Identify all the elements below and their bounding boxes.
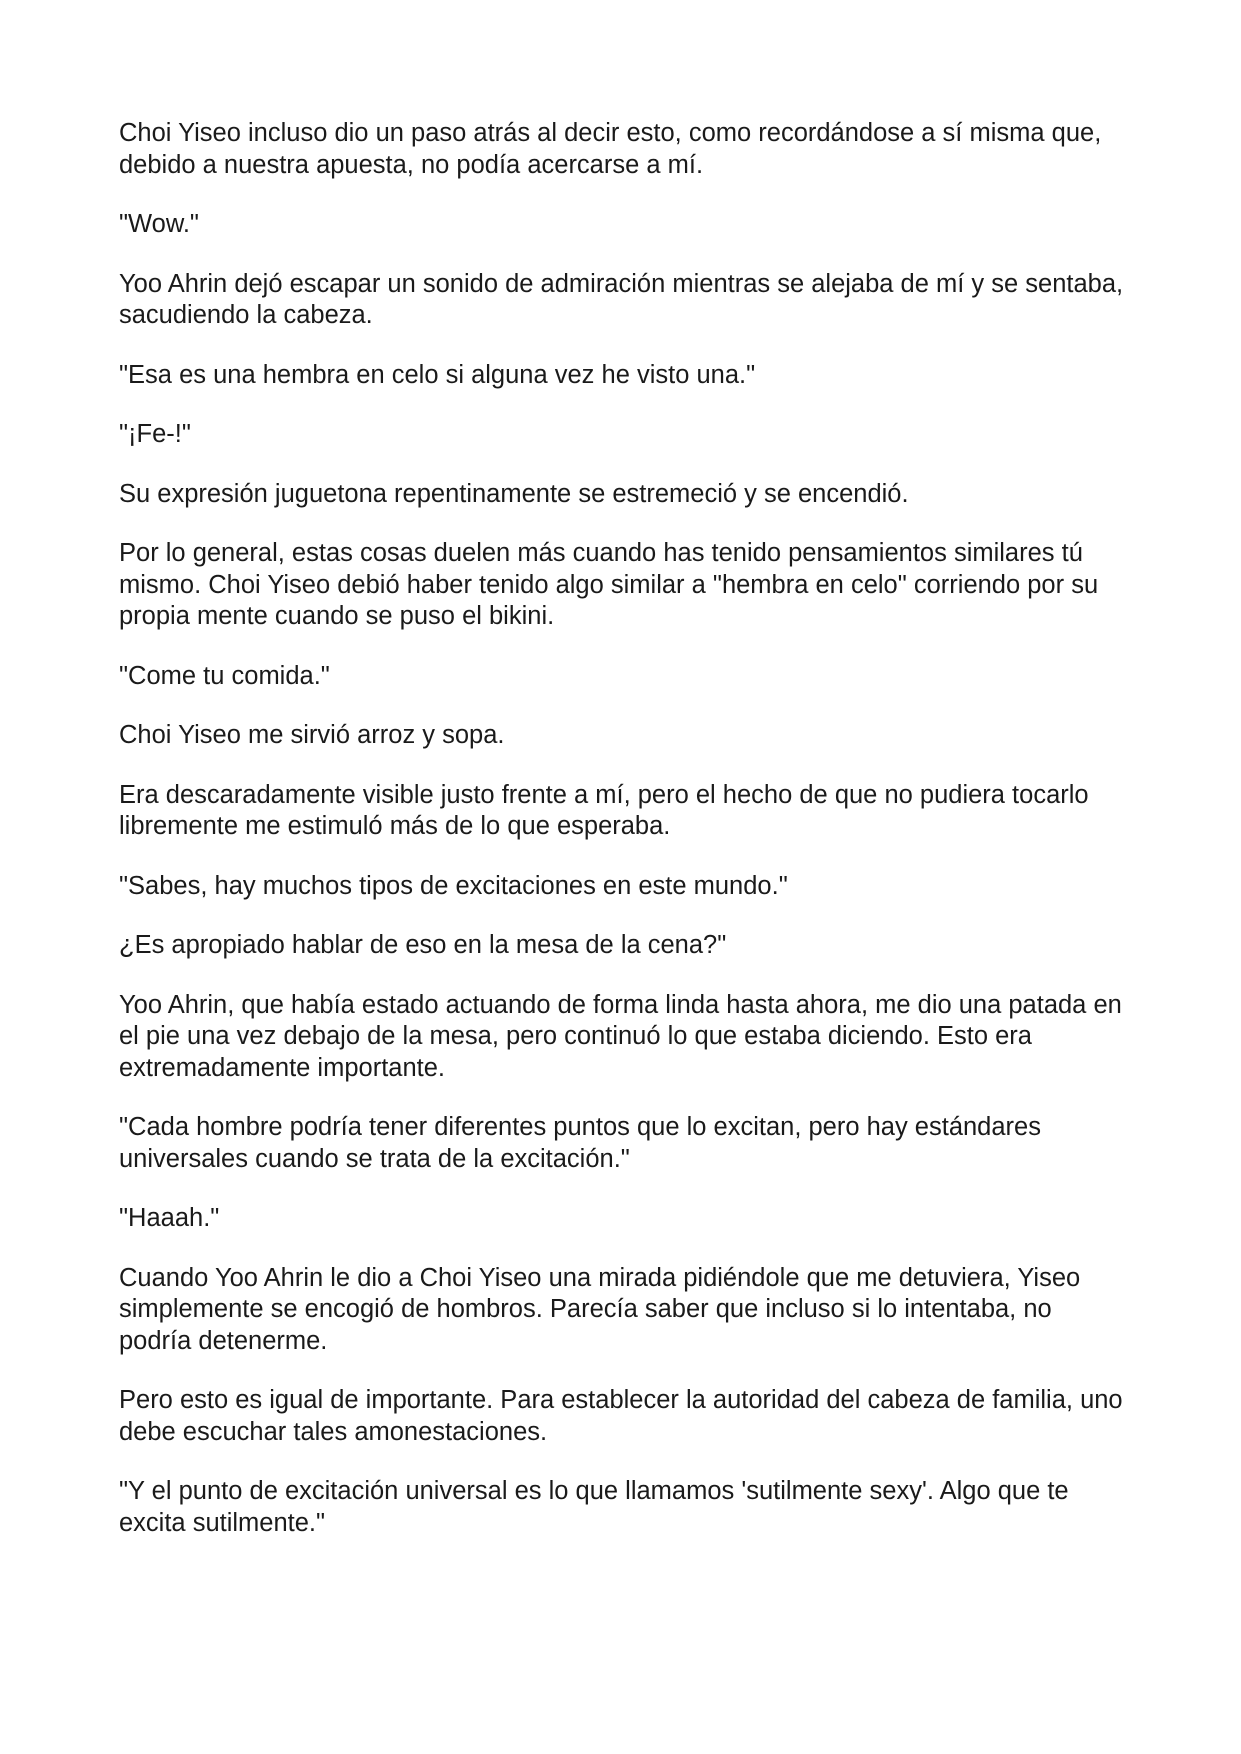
paragraph: "Sabes, hay muchos tipos de excitaciones en este mundo." xyxy=(119,871,788,900)
paragraph: ¿Es apropiado hablar de eso en la mesa de la cena?" xyxy=(119,931,727,959)
paragraph: "Esa es una hembra en celo si alguna vez he visto una." xyxy=(119,360,756,389)
paragraph: "¡Fe-!" xyxy=(119,420,191,448)
paragraph: Cuando Yoo Ahrin le dio a Choi Yiseo una mirada pidiéndole que me detuviera, Yiseo simplemente se encogió de hombros. Parecía saber que incluso si lo intentaba, no podría detenerme. xyxy=(119,1263,1081,1355)
document-body xyxy=(119,118,1129,1567)
paragraph: Choi Yiseo incluso dio un paso atrás al decir esto, como recordándose a sí misma que, debido a nuestra apuesta, no podía acercarse a mí. xyxy=(119,119,1102,179)
paragraph: Yoo Ahrin, que había estado actuando de forma linda hasta ahora, me dio una patada en el pie una vez debajo de la mesa, pero continuó lo que estaba diciendo. Esto era extremadamente importante. xyxy=(119,990,1122,1082)
paragraph: Pero esto es igual de importante. Para establecer la autoridad del cabeza de familia, uno debe escuchar tales amonestaciones. xyxy=(119,1386,1123,1446)
paragraph: Yoo Ahrin dejó escapar un sonido de admiración mientras se alejaba de mí y se sentaba, sacudiendo la cabeza. xyxy=(119,269,1124,329)
paragraph: "Wow." xyxy=(119,210,199,238)
paragraph: Era descaradamente visible justo frente a mí, pero el hecho de que no pudiera tocarlo libremente me estimuló más de lo que esperaba. xyxy=(119,780,1089,840)
paragraph: Su expresión juguetona repentinamente se estremeció y se encendió. xyxy=(119,479,909,508)
paragraph: Choi Yiseo me sirvió arroz y sopa. xyxy=(119,721,505,749)
paragraph: "Come tu comida." xyxy=(119,661,330,690)
paragraph: "Cada hombre podría tener diferentes puntos que lo excitan, pero hay estándares universales cuando se trata de la excitación." xyxy=(119,1113,1041,1173)
paragraph: Por lo general, estas cosas duelen más cuando has tenido pensamientos similares tú mismo. Choi Yiseo debió haber tenido algo similar a "hembra en celo" corriendo por su propia mente cuando se puso el bikini. xyxy=(119,539,1099,630)
paragraph: "Y el punto de excitación universal es lo que llamamos 'sutilmente sexy'. Algo que te excita sutilmente." xyxy=(119,1477,1069,1537)
paragraph: "Haaah." xyxy=(119,1204,220,1232)
